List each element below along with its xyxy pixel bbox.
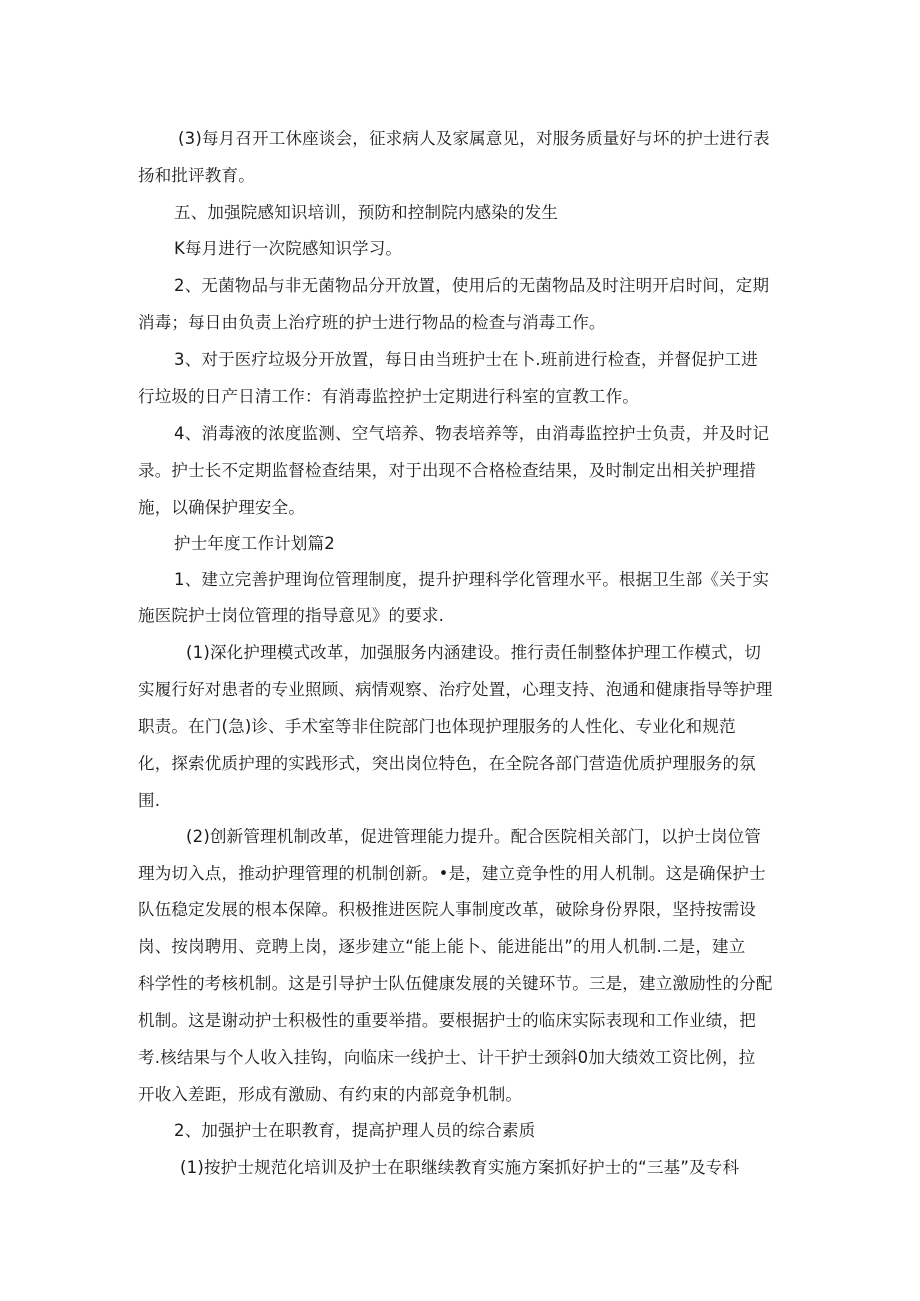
paragraph-line: 机制。这是谢动护士积极性的重要举措。要根据护士的临床实际表现和工作业绩，把 [138,1011,756,1030]
paragraph-line: 围. [138,791,161,810]
paragraph-line: 岗、按岗聘用、竞聘上岗，逐步建立“能上能卜、能进能出”的用人机制.二是，建立 [138,937,746,956]
paragraph-line: 1、建立完善护理询位管理制度，提升护理科学化管理水平。根据卫生部《关于实 [174,570,770,589]
paragraph-line: 行垃圾的日产日清工作：有消毒监控护士定期进行科室的宣教工作。 [138,387,639,406]
paragraph-line: 化，探索优质护理的实践形式，突出岗位特色，在全院各部门营造优质护理服务的氛 [138,754,756,773]
paragraph-line: 扬和批评教育。 [138,166,255,185]
paragraph-line: 施，以确保护理安全。 [138,498,305,517]
paragraph-line: 施医院护士岗位管理的指导意见》的要求. [138,606,445,625]
paragraph-line: 3、对于医疗垃圾分开放置，每日由当班护士在卜.班前进行检查，并督促护工进 [174,350,758,369]
paragraph-line: 考.核结果与个人收入挂钩，向临床一线护士、计干护士颈斜0加大绩效工资比例，拉 [138,1048,756,1067]
paragraph-line: 理为切入点，推动护理管理的机制创新。•是，建立竞争性的用人机制。这是确保护士 [138,864,766,883]
paragraph-line: K每月进行一次院感知识学习。 [174,239,403,258]
paragraph-line: 4、消毒液的浓度监测、空气培养、物表培养等，由消毒监控护士负责，并及时记 [174,424,770,443]
paragraph-line: 2、无菌物品与非无菌物品分开放置，使用后的无菌物品及时注明开启时间，定期 [174,276,770,295]
section-heading: 2、加强护士在职教育，提高护理人员的综合素质 [174,1121,536,1140]
paragraph-line: 科学性的考核机制。这是引导护士队伍健康发展的关键环节。三是，建立激励性的分配 [138,974,773,993]
paragraph-line: (3)每月召开工休座谈会，征求病人及家属意见，对服务质量好与坏的护士进行表 [178,129,770,148]
section-heading: 护士年度工作计划篇2 [174,534,335,553]
paragraph-line: 队伍稳定发展的根本保障。积极推进医院人事制度改革，破除身份界限，坚持按需设 [138,900,756,919]
paragraph-line: (1)按护士规范化培训及护士在职继续教育实施方案抓好护士的“三基”及专科 [180,1158,740,1177]
section-heading: 五、加强院感知识培训，预防和控制院内感染的发生 [174,203,559,222]
paragraph-line: (1)深化护理模式改革，加强服务内涵建设。推行责任制整体护理工作模式，切 [186,643,762,662]
paragraph-line: 录。护士长不定期监督检查结果，对于出现不合格检查结果，及时制定出相关护理措 [138,461,756,480]
paragraph-line: 实履行好对患者的专业照顾、病情观察、治疗处置，心理支持、泡通和健康指导等护理 [138,680,773,699]
paragraph-line: 开收入差距，形成有激励、有约束的内部竞争机制。 [138,1085,523,1104]
paragraph-line: (2)创新管理机制改革，促进管理能力提升。配合医院相关部门，以护士岗位管 [186,827,762,846]
paragraph-line: 消毒；每日由负责上治疗班的护士进行物品的检查与消毒工作。 [138,313,606,332]
paragraph-line: 职责。在门(急)诊、手术室等非住院部门也体现护理服务的人性化、专业化和规范 [138,717,736,736]
